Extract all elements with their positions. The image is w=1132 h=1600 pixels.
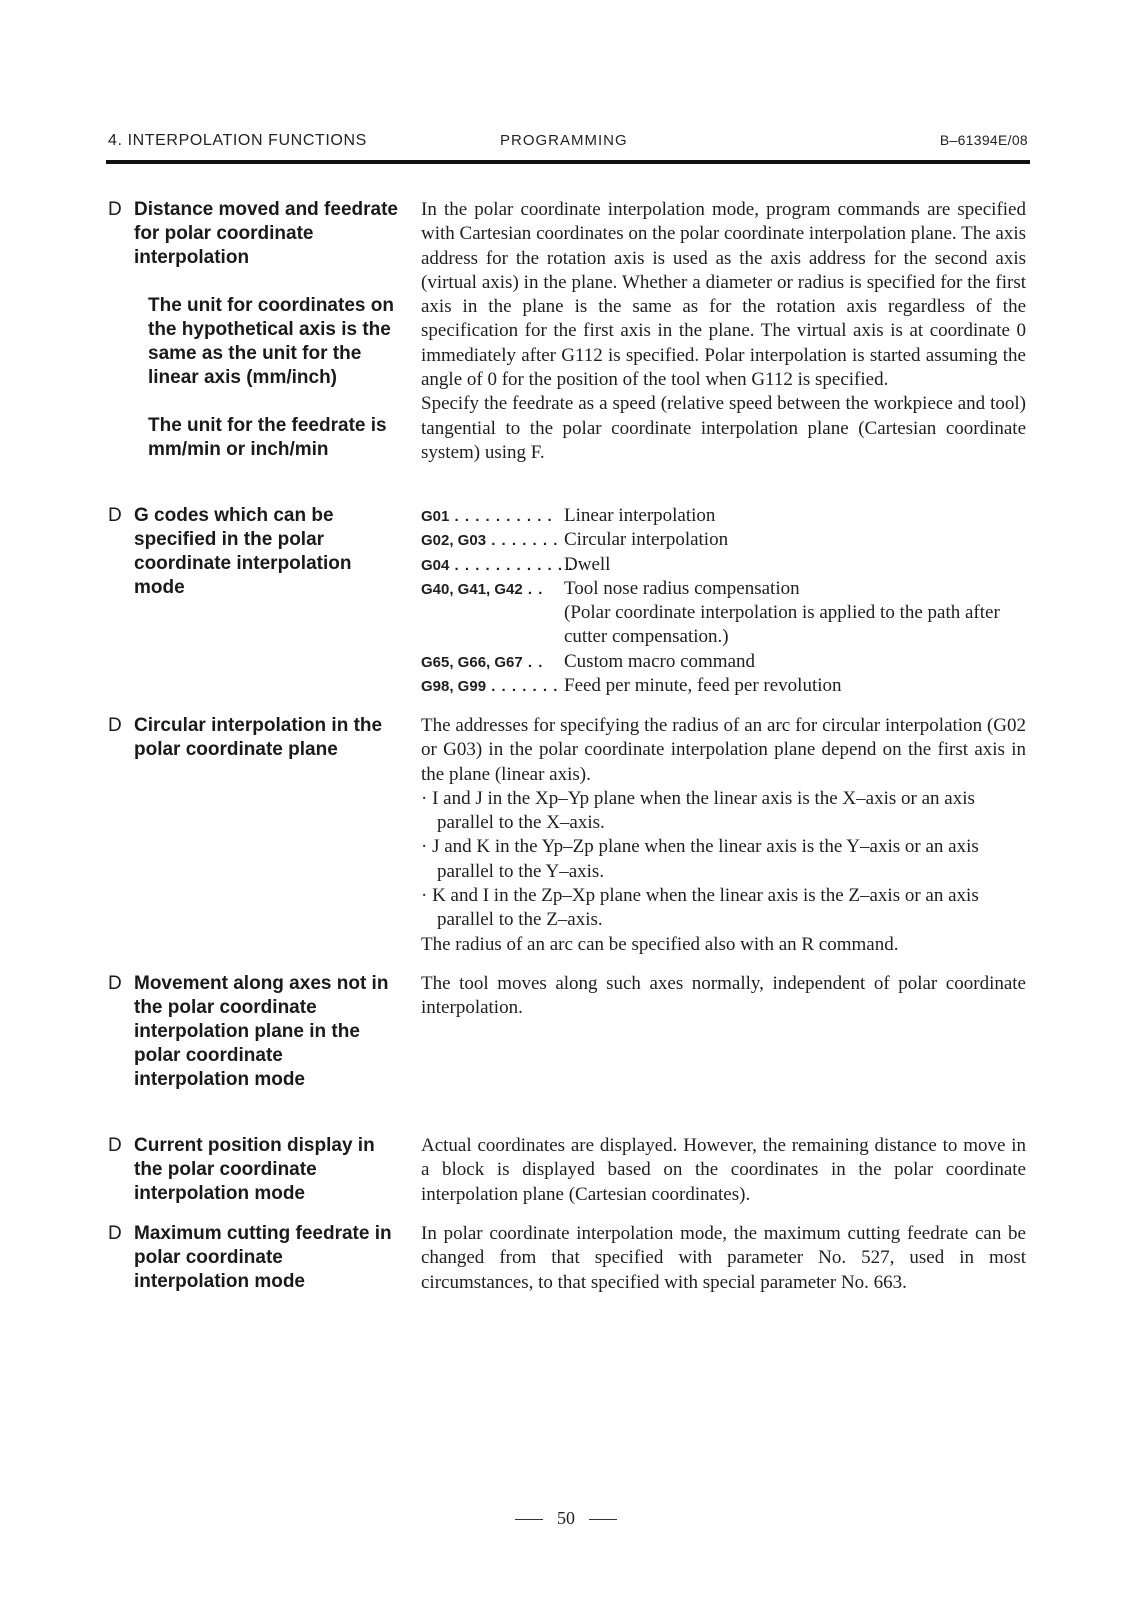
- section-note: The unit for coordinates on the hypothetical axis is the same as the unit for the linear axis (mm/inch): [148, 295, 394, 388]
- section-heading: [108, 1222, 398, 1294]
- body-paragraph: Actual coordinates are displayed. However, the remaining distance to move in a block is displayed based on the coordinates in the polar coordinate interpolation plane (Cartesian coordinates).: [421, 1135, 1026, 1205]
- gcode-description: Dwell: [564, 553, 611, 575]
- section-body: [421, 714, 1026, 957]
- leader-dots: . . . . . . .: [486, 532, 559, 550]
- bullet-marker: D: [108, 199, 122, 220]
- body-paragraph: The radius of an arc can be specified also with an R command.: [421, 933, 899, 955]
- gcode: G04: [421, 556, 450, 574]
- gcode: G65, G66, G67: [421, 653, 523, 671]
- leader-dots: . . . . . . . . . . . .: [449, 556, 574, 574]
- gcode: G01: [421, 508, 450, 525]
- section-note: The unit for the feedrate is mm/min or inch/min: [148, 415, 387, 460]
- gcode-row: [421, 674, 1026, 698]
- section-body: [421, 1134, 1026, 1207]
- leader-dots: . .: [522, 580, 544, 598]
- leader-dots: . .: [522, 653, 544, 671]
- header-rule: [106, 160, 1030, 164]
- footer-dash: [589, 1519, 617, 1520]
- section-title: Movement along axes not in the polar coordinate interpolation plane in the polar coordinate interpolation mode: [134, 973, 389, 1090]
- body-paragraph: In the polar coordinate interpolation mode, program commands are specified with Cartesian coordinates on the polar coordinate interpolation plane. The axis address for the rotation axis is used as the axis address for the second axis (virtual axis) in the plane. Whether a diameter or radius is specified for the first axis in the plane is the same as for the rotation axis regardless of the specification for the first axis in the plane. The virtual axis is at coordinate 0 immediately after G112 is specified. Polar interpolation is started assuming the angle of 0 for the position of the tool when G112 is specified.: [421, 199, 1026, 391]
- bullet-marker: D: [108, 1223, 122, 1244]
- section-heading: [108, 198, 398, 462]
- gcode-row: [421, 504, 1026, 528]
- section-body: [421, 198, 1026, 465]
- body-paragraph: In polar coordinate interpolation mode, the maximum cutting feedrate can be changed from that specified with parameter No. 527, used in most circumstances, to that specified with special parameter No. 663.: [421, 1223, 1026, 1293]
- gcode-row: [421, 577, 1026, 601]
- section-title: Current position display in the polar coordinate interpolation mode: [134, 1135, 375, 1204]
- section-heading: [108, 504, 398, 600]
- gcode: G40, G41, G42: [421, 580, 523, 598]
- list-item: · J and K in the Yp–Zp plane when the linear axis is the Y–axis or an axis parallel to the Y–axis.: [421, 836, 979, 882]
- leader-dots: . . . . . . . . . .: [449, 508, 553, 525]
- gcode-list: [421, 504, 1026, 698]
- gcode-description: Tool nose radius compensation: [564, 577, 800, 599]
- section-title: Distance moved and feedrate for polar coordinate interpolation: [134, 199, 398, 268]
- bullet-marker: D: [108, 973, 122, 994]
- gcode: G02, G03: [421, 532, 487, 550]
- bullet-marker: D: [108, 715, 122, 736]
- chapter-title: 4. INTERPOLATION FUNCTIONS: [108, 132, 367, 149]
- page-footer: [0, 1508, 1132, 1529]
- body-paragraph: Specify the feedrate as a speed (relative speed between the workpiece and tool) tangential to the polar coordinate interpolation plane (Cartesian coordinate system) using F.: [421, 393, 1026, 463]
- gcode-description: Feed per minute, feed per revolution: [564, 675, 842, 697]
- body-paragraph: The addresses for specifying the radius of an arc for circular interpolation (G02 or G03) in the polar coordinate interpolation plane depend on the first axis in the plane (linear axis).: [421, 715, 1026, 785]
- gcode: G98, G99: [421, 678, 487, 696]
- page-number: 50: [557, 1508, 575, 1528]
- bullet-marker: D: [108, 1135, 122, 1156]
- section-heading: [108, 714, 398, 762]
- gcode-description: Linear interpolation: [564, 505, 716, 526]
- body-paragraph: The tool moves along such axes normally, independent of polar coordinate interpolation.: [421, 973, 1026, 1019]
- section-heading: [108, 972, 398, 1092]
- section-heading: [108, 1134, 398, 1206]
- footer-dash: [515, 1519, 543, 1520]
- section-body: [421, 1222, 1026, 1295]
- part-title: PROGRAMMING: [500, 132, 628, 149]
- gcode-note: (Polar coordinate interpolation is applied to the path after cutter compensation.): [564, 602, 1000, 648]
- gcode-row: [421, 650, 1026, 674]
- gcode-description: Circular interpolation: [564, 529, 729, 551]
- section-body: [421, 972, 1026, 1021]
- gcode-row: [421, 528, 1026, 552]
- leader-dots: . . . . . . .: [486, 678, 559, 696]
- gcode-description: Custom macro command: [564, 650, 756, 672]
- section-title: Maximum cutting feedrate in polar coordinate interpolation mode: [134, 1223, 392, 1292]
- gcode-row: [421, 553, 1026, 577]
- document-id: B–61394E/08: [939, 132, 1028, 148]
- bullet-marker: D: [108, 505, 122, 526]
- list-item: · I and J in the Xp–Yp plane when the linear axis is the X–axis or an axis parallel to the X–axis.: [421, 787, 975, 834]
- list-item: · K and I in the Zp–Xp plane when the linear axis is the Z–axis or an axis parallel to the Z–axis.: [421, 885, 979, 931]
- section-title: Circular interpolation in the polar coordinate plane: [134, 715, 383, 760]
- section-title: G codes which can be specified in the polar coordinate interpolation mode: [134, 505, 352, 598]
